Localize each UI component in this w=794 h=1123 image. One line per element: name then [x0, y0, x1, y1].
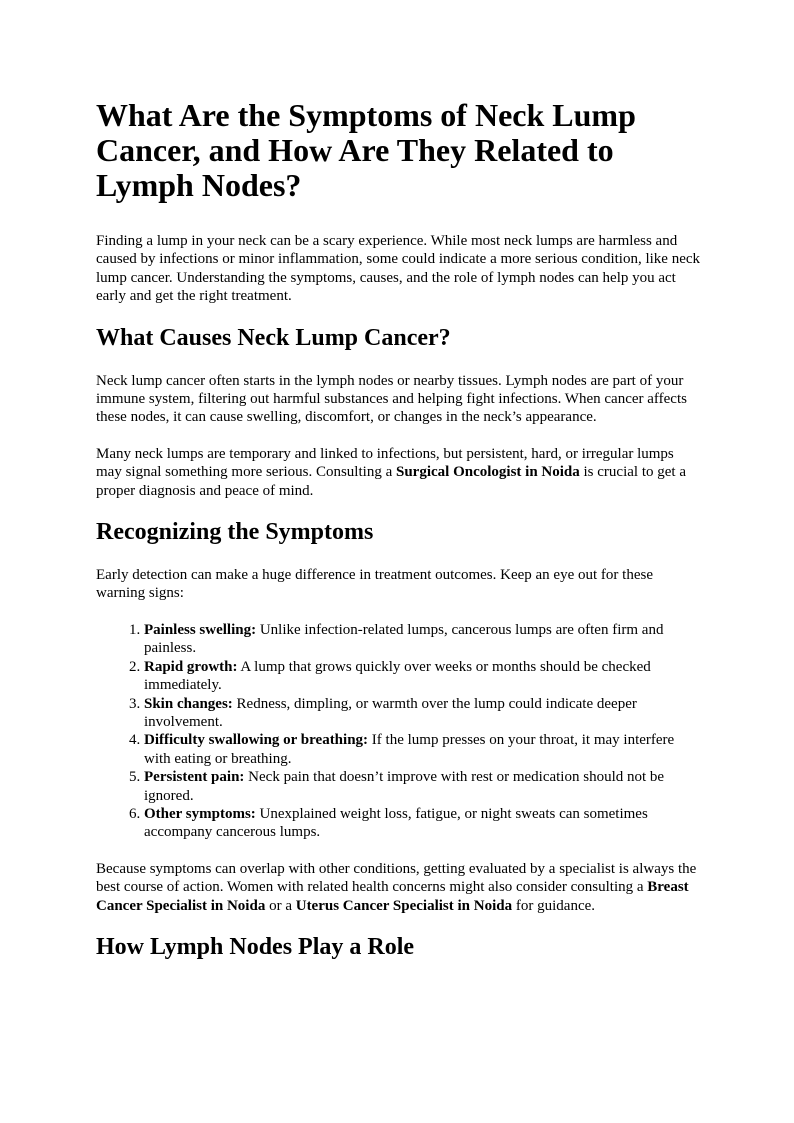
list-item-term: Rapid growth:	[144, 658, 238, 675]
closing-text-before: Because symptoms can overlap with other conditions, getting evaluated by a specialist is always the best course of action. Women with related health concerns might also consider consulting a	[96, 860, 697, 896]
list-item	[144, 731, 700, 768]
list-item-text: If the lump presses on your throat, it may interfere with eating or breathing.	[144, 732, 675, 767]
uterus-cancer-specialist-link[interactable]: Uterus Cancer Specialist in Noida	[295, 897, 513, 914]
intro-paragraph: Finding a lump in your neck can be a scary experience. While most neck lumps are harmless and caused by infections or minor inflammation, some could indicate a more serious condition, like neck lump cancer. Understanding the symptoms, causes, and the role of lymph nodes can help you act early and get the right treatment.	[96, 233, 701, 305]
list-item-text: Unexplained weight loss, fatigue, or night sweats can sometimes accompany cancerous lumps.	[144, 805, 648, 841]
list-item-term: Skin changes:	[144, 695, 233, 712]
page-title: What Are the Symptoms of Neck Lump Cancer, and How Are They Related to Lymph Nodes?	[96, 97, 636, 203]
list-item-term: Persistent pain:	[144, 769, 245, 786]
list-item-term: Painless swelling:	[144, 621, 257, 638]
causes-paragraph-1: Neck lump cancer often starts in the lymph nodes or nearby tissues. Lymph nodes are part of your immune system, filtering out harmful substances and helping fight infections. When cancer affects these nodes, it can cause swelling, discomfort, or changes in the neck’s appearance.	[96, 372, 687, 426]
surgical-oncologist-link[interactable]: Surgical Oncologist in Noida	[395, 464, 580, 481]
list-item	[144, 658, 700, 695]
symptoms-closing	[96, 860, 700, 915]
causes-text-before: Many neck lumps are temporary and linked to infections, but persistent, hard, or irregular lumps may signal something more serious. Consulting a	[96, 445, 674, 481]
symptoms-intro: Early detection can make a huge difference in treatment outcomes. Keep an eye out for these warning signs:	[96, 567, 653, 602]
list-item-term: Difficulty swallowing or breathing:	[144, 732, 369, 749]
list-item	[144, 768, 700, 805]
document-page	[96, 98, 700, 981]
symptoms-list	[96, 621, 700, 842]
causes-paragraph-2	[96, 445, 700, 500]
closing-text-after: for guidance.	[512, 897, 596, 914]
breast-cancer-specialist-link[interactable]: Breast Cancer Specialist in Noida	[96, 879, 689, 914]
list-item-text: A lump that grows quickly over weeks or months should be checked immediately.	[144, 658, 651, 694]
list-item-text: Neck pain that doesn’t improve with rest or medication should not be ignored.	[144, 769, 665, 804]
causes-text-after: is crucial to get a proper diagnosis and peace of mind.	[96, 464, 686, 499]
list-item	[144, 695, 700, 732]
list-item	[144, 621, 700, 658]
causes-heading: What Causes Neck Lump Cancer?	[96, 324, 451, 351]
lymph-heading: How Lymph Nodes Play a Role	[96, 933, 415, 960]
list-item-text: Redness, dimpling, or warmth over the lump could indicate deeper involvement.	[144, 695, 637, 730]
symptoms-heading: Recognizing the Symptoms	[96, 519, 374, 546]
closing-text-mid: or a	[265, 897, 296, 914]
list-item-text: Unlike infection-related lumps, cancerous lumps are often firm and painless.	[144, 621, 664, 657]
list-item	[144, 805, 700, 842]
list-item-term: Other symptoms:	[144, 805, 256, 822]
